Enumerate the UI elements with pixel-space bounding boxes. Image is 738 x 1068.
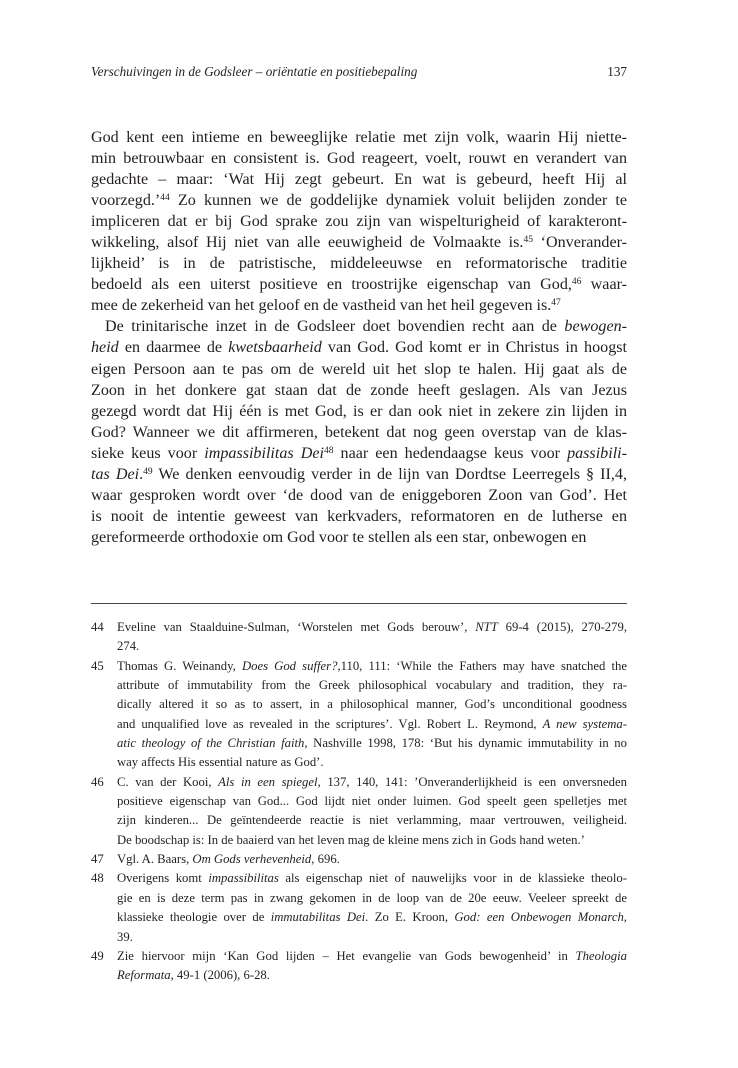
text-run: Reformata: [117, 968, 171, 983]
footnote-number: 46: [91, 774, 104, 789]
footnote-reference: 47: [551, 298, 561, 309]
footnote-number: 48: [91, 871, 104, 886]
text-run: ,110, 111: ‘While the Fathers may have snatched the: [337, 658, 628, 673]
body-line: [91, 190, 627, 211]
footnote-line: [117, 811, 627, 830]
footnote-line: [117, 734, 627, 753]
text-run: mee de zekerheid van het geloof en de vastheid van het heil gegeven is.: [91, 297, 552, 315]
body-line: [91, 316, 627, 337]
footnote-line: [117, 695, 627, 714]
body-line: [91, 127, 627, 148]
text-run: De boodschap is: In de baaierd van het leven mag de kleine mens zich in Gods hand weten.’: [117, 832, 585, 847]
text-run: A new systema-: [542, 716, 627, 731]
footnote-reference: 44: [160, 192, 170, 203]
page-number: 137: [607, 64, 627, 79]
text-run: , 49-1 (2006), 6-28.: [170, 968, 270, 983]
footnote-45: [91, 657, 627, 773]
footnote-line: [117, 928, 627, 947]
text-run: Als in een spiegel: [218, 774, 318, 789]
text-run: Zo kunnen we de goddelijke dynamiek voluit belijden zonder te: [169, 192, 627, 210]
footnote-49: [91, 947, 627, 986]
footnote-reference: 49: [143, 466, 153, 477]
text-run: klassieke theologie over de: [117, 910, 271, 925]
body-line: [91, 253, 627, 274]
text-run: heid: [91, 339, 119, 357]
footnote-46: [91, 773, 627, 850]
footnote-divider: [91, 603, 627, 604]
running-title: Verschuivingen in de Godsleer – oriëntatie en positiebepaling: [91, 64, 418, 79]
text-run: immutabilitas Dei: [270, 910, 366, 925]
footnote-line: [117, 792, 627, 811]
text-run: als eigenschap niet of nauwelijks voor in de klassieke theolo-: [278, 871, 627, 886]
text-run: waar gesproken wordt over ‘de dood van de eniggeboren Zoon van God’. Het: [91, 486, 627, 504]
footnote-line: [117, 676, 627, 695]
body-line: [91, 274, 627, 295]
footnotes: [91, 618, 627, 986]
text-run: lijkheid’ is in de patristische, middeleeuwse en reformatorische traditie: [91, 255, 627, 273]
body-line: [91, 443, 627, 464]
text-run: bewogen-: [564, 318, 627, 336]
text-run: waar-: [581, 276, 627, 294]
text-run: gedachte – maar: ‘Wat Hij zegt gebeurt. En wat is gebeurd, heeft Hij al: [91, 171, 627, 189]
text-run: , 137, 140, 141: ’Onveranderlijkheid is een onversneden: [317, 774, 627, 789]
footnote-44: [91, 618, 627, 657]
footnote-number: 44: [91, 620, 104, 634]
text-run: God kent een intieme en beweeglijke relatie met zijn volk, waarin Hij niette-: [91, 129, 627, 146]
body-text: [91, 127, 627, 548]
footnote-line: [117, 618, 627, 637]
footnote-line: [117, 715, 627, 734]
text-run: Zie hiervoor mijn ‘Kan God lijden – Het evangelie van Gods bewogenheid’ in: [117, 948, 576, 963]
text-run: . Zo E. Kroon,: [365, 910, 455, 925]
text-run: min betrouwbaar en consistent is. God reageert, voelt, rouwt en verandert van: [91, 150, 627, 168]
footnote-line: [117, 753, 627, 772]
text-run: eigen Persoon aan te pas om de wereld uit het slop te halen. Hij gaat als de: [91, 360, 627, 378]
text-run: wikkeling, alsof Hij niet van alle eeuwigheid de Volmaakte is.: [91, 234, 524, 252]
text-run: sieke keus voor: [91, 444, 205, 462]
text-run: Thomas G. Weinandy,: [117, 658, 242, 673]
text-run: zijn kinderen... De geïntendeerde reactie is niet verlamming, maar vertrouwen, veiligheid.: [117, 813, 627, 828]
text-run: God? Wanneer we dit affirmeren, betekent dat nog geen overstap van de klas-: [91, 423, 627, 441]
text-run: gie en is deze term pas in zwang gekomen in de loop van de 20e eeuw. Veeleer spreekt de: [117, 890, 627, 905]
body-line: [91, 506, 627, 527]
body-line: [91, 401, 627, 422]
text-run: Does God suffer?: [241, 658, 338, 673]
text-run: van God. God komt er in Christus in hoogst: [321, 339, 627, 357]
footnote-line: [117, 869, 627, 888]
footnote-line: [117, 831, 627, 850]
text-run: gereformeerde orthodoxie om God voor te stellen als een star, onbewogen en: [91, 528, 587, 546]
text-run: impliceren dat er bij God sprake zou zijn van wispelturigheid of karakteront-: [91, 213, 627, 231]
text-run: atic theology of the Christian faith: [117, 736, 305, 751]
text-run: tas Dei: [91, 465, 140, 483]
text-run: kwetsbaarheid: [228, 339, 322, 357]
footnote-47: [91, 850, 627, 869]
text-run: 39.: [117, 929, 133, 944]
text-run: voorzegd.’: [91, 192, 161, 210]
footnote-line: [117, 908, 627, 927]
text-run: 69-4 (2015), 270-279,: [497, 620, 627, 634]
text-run: Eveline van Staalduine-Sulman, ‘Worstelen met Gods berouw’,: [117, 620, 476, 634]
body-line: [91, 380, 627, 401]
body-line: [91, 527, 627, 548]
text-run: positieve eigenschap van God... God lijdt niet onder luimen. God speelt geen spelletjes met: [117, 794, 627, 809]
text-run: and unqualified love as revealed in the scriptures’. Vgl. Robert L. Reymond,: [117, 716, 543, 731]
footnote-reference: 46: [571, 277, 582, 288]
text-run: 274.: [117, 639, 140, 654]
body-line: [91, 148, 627, 169]
text-run: We denken eenvoudig verder in de lijn van Dordtse Leerregels § II,4,: [152, 465, 627, 483]
text-run: ‘Onverander-: [532, 234, 627, 252]
body-line: [91, 359, 627, 380]
body-line: [91, 485, 627, 506]
body-line: [91, 211, 627, 232]
running-head: [91, 64, 627, 82]
text-run: , Nashville 1998, 178: ‘But his dynamic immutability in no: [304, 736, 627, 751]
text-run: , 696.: [311, 852, 340, 867]
text-run: attribute of immutability from the Greek philosophical vocabulary and tradition, they ra-: [117, 678, 627, 693]
text-run: passibili-: [567, 444, 627, 462]
text-run: dically altered it so as to assert, in a philosophical manner, God’s unconditional goodness: [117, 697, 627, 712]
text-run: Vgl. A. Baars,: [117, 852, 193, 867]
text-run: bedoeld als een uiterst positieve en troostrijke eigenschap van God,: [91, 276, 572, 294]
text-run: God: een Onbewogen Monarch,: [454, 910, 627, 925]
footnote-line: [117, 657, 627, 676]
footnote-line: [117, 947, 627, 966]
footnote-line: [117, 889, 627, 908]
footnote-reference: 48: [323, 445, 334, 456]
text-run: impassibilitas Dei: [204, 444, 324, 462]
text-run: Overigens komt: [117, 871, 209, 886]
text-run: Om Gods verhevenheid: [192, 852, 312, 867]
body-line: [91, 464, 627, 485]
body-line: [91, 337, 627, 358]
text-run: Theologia: [575, 948, 627, 963]
body-line: [91, 232, 627, 253]
text-run: way affects His essential nature as God’.: [117, 755, 324, 770]
footnote-reference: 45: [523, 235, 533, 246]
text-run: impassibilitas: [208, 871, 279, 886]
text-run: is nooit de intentie geweest van kerkvaders, reformatoren en de lutherse en: [91, 507, 627, 525]
footnote-number: 47: [91, 852, 104, 867]
footnote-number: 49: [91, 948, 104, 963]
footnote-line: [117, 637, 627, 656]
text-run: naar een hedendaagse keus voor: [333, 444, 568, 462]
footnote-line: [117, 966, 627, 985]
body-line: [91, 169, 627, 190]
footnote-line: [117, 773, 627, 792]
text-run: Zoon in het donkere gat staan dat de zonde heeft geslagen. Als van Jezus: [91, 381, 627, 399]
text-run: NTT: [475, 620, 498, 634]
text-run: .: [139, 465, 144, 483]
footnote-number: 45: [91, 658, 104, 673]
footnote-48: [91, 869, 627, 946]
text-run: en daarmee de: [118, 339, 229, 357]
text-run: C. van der Kooi,: [117, 774, 219, 789]
footnote-line: [117, 850, 627, 869]
text-run: De trinitarische inzet in de Godsleer doet bovendien recht aan de: [105, 318, 565, 336]
text-run: gezegd wordt dat Hij één is met God, is er dan ook niet in zekere zin lijden in: [91, 402, 627, 420]
body-line: [91, 295, 627, 316]
body-line: [91, 422, 627, 443]
